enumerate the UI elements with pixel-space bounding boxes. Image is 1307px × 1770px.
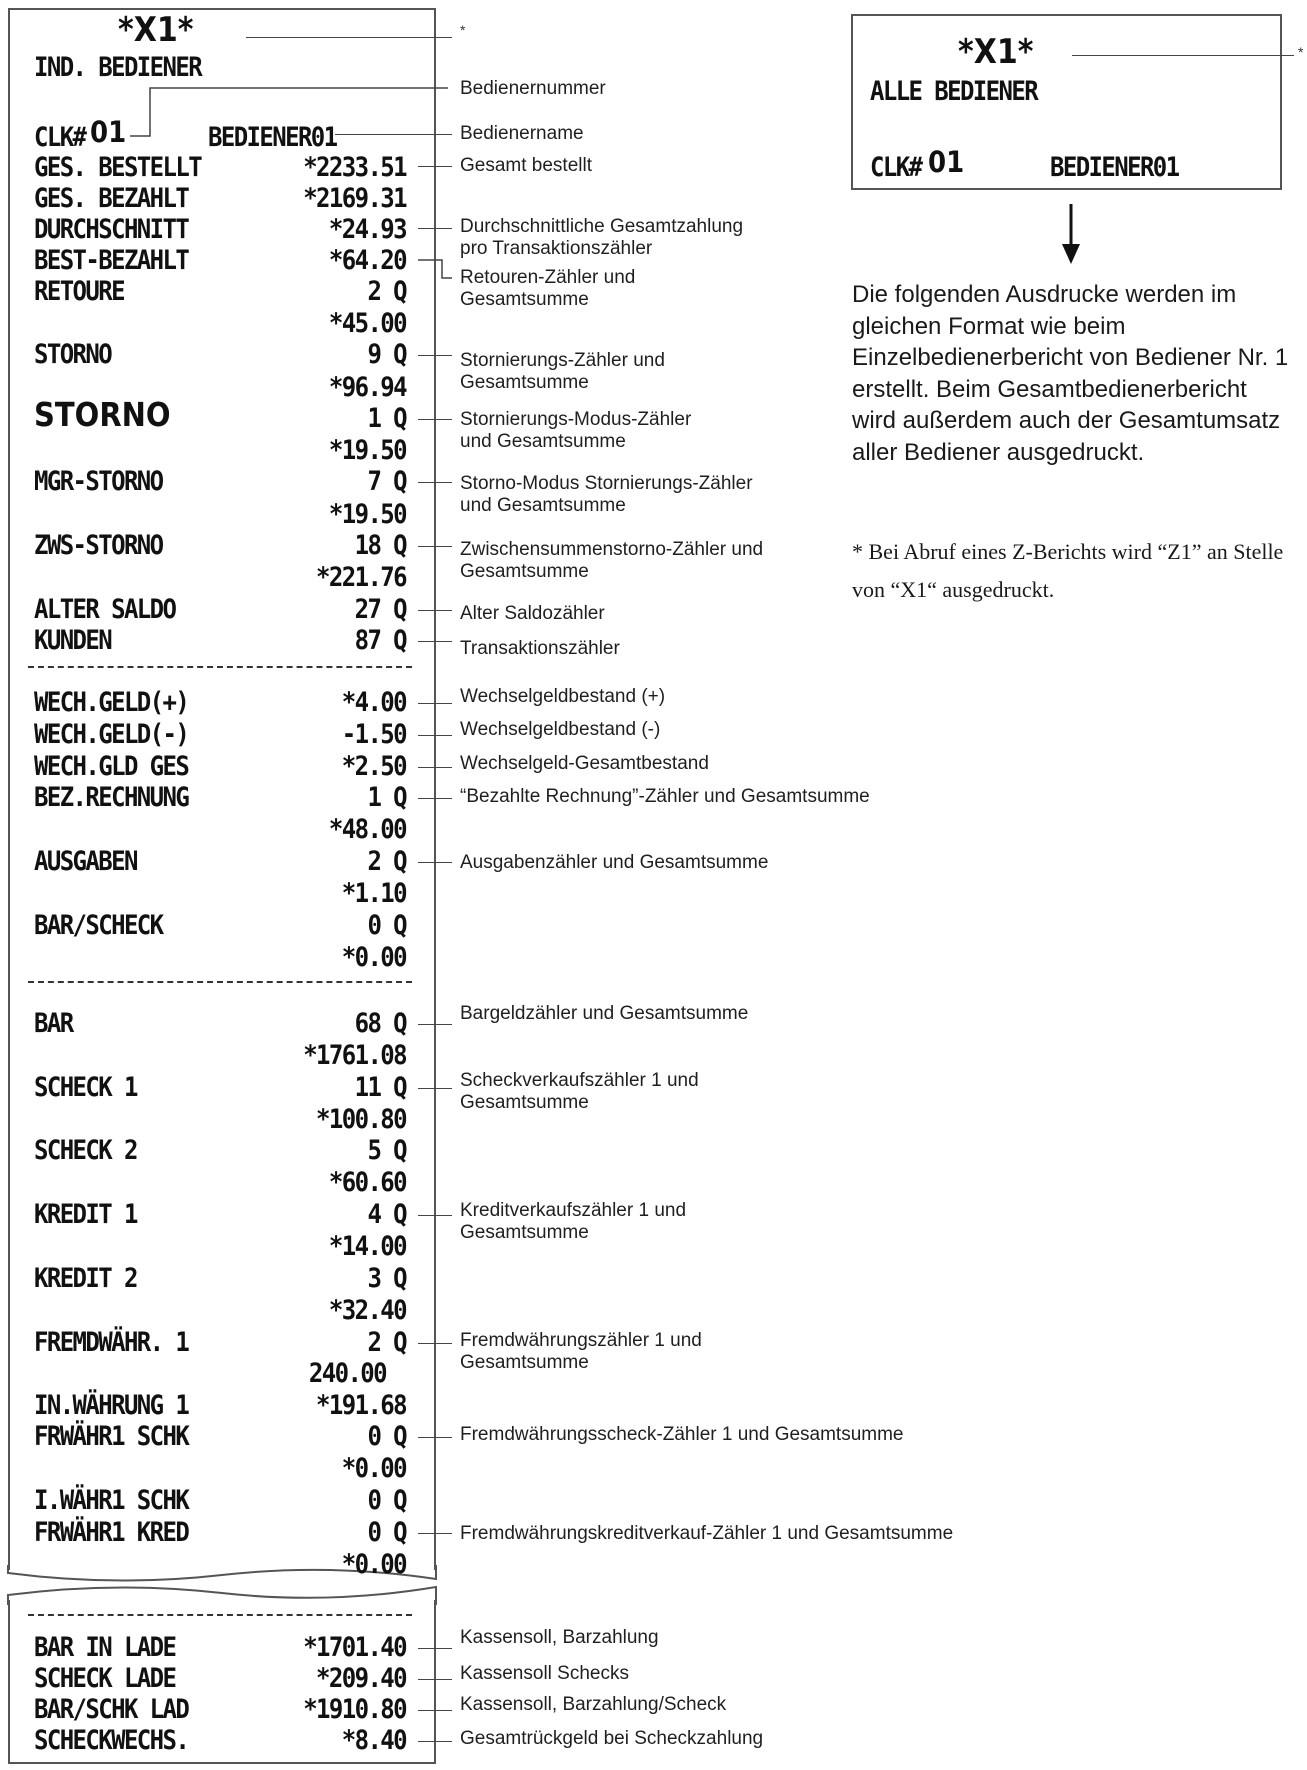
row-value: *32.40 — [328, 1294, 406, 1326]
row-value: *2.50 — [341, 750, 406, 782]
row-value: *100.80 — [316, 1103, 406, 1135]
row-label: ZWS-STORNO — [34, 529, 163, 561]
annotation: Retouren-Zähler und Gesamtsumme — [460, 267, 636, 310]
row-label: BAR — [34, 1007, 73, 1039]
annotation: Fremdwährungszähler 1 und Gesamtsumme — [460, 1330, 702, 1373]
row-value: 1 Q — [367, 402, 406, 434]
row-value: 5 Q — [367, 1134, 406, 1166]
leader-operator-number — [130, 86, 450, 146]
row-value: 0 Q — [367, 1516, 406, 1548]
annotation: Wechselgeldbestand (+) — [460, 686, 666, 707]
annotation: Kassensoll, Barzahlung/Scheck — [460, 1694, 727, 1715]
row-label: BEST-BEZAHLT — [34, 244, 189, 276]
row-value: *2169.31 — [303, 182, 406, 214]
row-value: *0.00 — [341, 1548, 406, 1580]
leader-line — [1072, 55, 1294, 56]
row-value: *1761.08 — [303, 1039, 406, 1071]
all-clk-name: BEDIENER01 — [1050, 151, 1179, 183]
annotation: Storno-Modus Stornierungs-Zähler und Gesamtsumme — [460, 473, 753, 516]
row-label: SCHECK 1 — [34, 1071, 137, 1103]
footnote-text: * Bei Abruf eines Z-Berichts wird “Z1” an Stelle von “X1“ ausgedruckt. — [852, 539, 1284, 602]
leader-line — [418, 1088, 452, 1089]
leader-line — [418, 1343, 452, 1344]
annotation: Ausgabenzähler und Gesamtsumme — [460, 852, 769, 873]
row-label: BEZ.RECHNUNG — [34, 781, 189, 813]
annotation: Transaktionszähler — [460, 638, 620, 659]
row-value: *191.68 — [316, 1389, 406, 1421]
leader-line — [418, 1710, 452, 1711]
leader-line — [418, 355, 452, 356]
leader-line — [418, 862, 452, 863]
row-label: MGR-STORNO — [34, 465, 163, 497]
row-label: KUNDEN — [34, 624, 112, 656]
annotation: Stornierungs-Zähler und Gesamtsumme — [460, 350, 665, 393]
annotation: Stornierungs-Modus-Zähler und Gesamtsumme — [460, 409, 692, 452]
leader-line — [418, 419, 452, 420]
annotation: Zwischensummenstorno-Zähler und Gesamtsumme — [460, 539, 764, 582]
row-value: 0 Q — [367, 909, 406, 941]
row-label: FRWÄHR1 SCHK — [34, 1420, 189, 1452]
leader-line — [418, 1741, 452, 1742]
row-value: 2 Q — [367, 845, 406, 877]
annotation: Gesamt bestellt — [460, 155, 592, 176]
clk-name: BEDIENER01 — [208, 121, 337, 153]
row-value: 2 Q — [367, 1326, 406, 1358]
row-label: DURCHSCHNITT — [34, 213, 189, 245]
row-value: 240.00 — [308, 1357, 386, 1389]
row-label: FRWÄHR1 KRED — [34, 1516, 189, 1548]
row-value: *4.00 — [341, 686, 406, 718]
row-value: *64.20 — [328, 244, 406, 276]
leader-return — [418, 258, 458, 282]
annotation: Kassensoll, Barzahlung — [460, 1627, 659, 1648]
receipt-separator — [28, 1614, 412, 1616]
footnote-star: * — [1298, 44, 1304, 60]
leader-line — [246, 37, 452, 38]
row-value: 18 Q — [354, 529, 406, 561]
annotation: Fremdwährungsscheck-Zähler 1 und Gesamtsumme — [460, 1424, 904, 1445]
row-label: KREDIT 1 — [34, 1198, 137, 1230]
row-value: 1 Q — [367, 781, 406, 813]
row-label: GES. BESTELLT — [34, 151, 202, 183]
row-label: SCHECK 2 — [34, 1134, 137, 1166]
annotation: Scheckverkaufszähler 1 und Gesamtsumme — [460, 1070, 699, 1113]
bottom-row-value: *1701.40 — [303, 1631, 406, 1663]
row-value: 3 Q — [367, 1262, 406, 1294]
leader-line — [418, 228, 452, 229]
row-value: *0.00 — [341, 1452, 406, 1484]
row-label: STORNO — [34, 338, 112, 370]
row-label: I.WÄHR1 SCHK — [34, 1484, 189, 1516]
leader-line — [418, 1024, 452, 1025]
leader-line — [418, 482, 452, 483]
row-label: WECH.GELD(+) — [34, 686, 189, 718]
annotation: Kreditverkaufszähler 1 und Gesamtsumme — [460, 1200, 687, 1243]
row-label: IN.WÄHRUNG 1 — [34, 1389, 189, 1421]
row-value: 68 Q — [354, 1007, 406, 1039]
annotation: Wechselgeld-Gesamtbestand — [460, 753, 709, 774]
leader-line — [418, 703, 452, 704]
annotation: Kassensoll Schecks — [460, 1663, 629, 1684]
row-label-storno-mode: STORNO — [34, 395, 171, 435]
row-label: ALTER SALDO — [34, 593, 176, 625]
bottom-row-label: BAR IN LADE — [34, 1631, 176, 1663]
annotation: Bedienernummer — [460, 78, 606, 99]
all-clk-number: 01 — [928, 146, 965, 180]
bottom-row-label: BAR/SCHK LAD — [34, 1693, 189, 1725]
row-value: 0 Q — [367, 1484, 406, 1516]
annotation: Alter Saldozähler — [460, 603, 605, 624]
row-value: *96.94 — [328, 371, 406, 403]
bottom-row-label: SCHECK LADE — [34, 1662, 176, 1694]
row-label: RETOURE — [34, 275, 124, 307]
leader-line — [418, 767, 452, 768]
row-label: WECH.GELD(-) — [34, 718, 189, 750]
row-value: 7 Q — [367, 465, 406, 497]
row-value: *19.50 — [328, 498, 406, 530]
receipt-separator — [28, 666, 412, 668]
row-value: *19.50 — [328, 434, 406, 466]
annotation: Gesamtrückgeld bei Scheckzahlung — [460, 1728, 764, 1749]
leader-line — [335, 134, 452, 135]
row-value: *48.00 — [328, 813, 406, 845]
arrow-down-icon — [1061, 204, 1081, 266]
receipt-separator — [28, 981, 412, 983]
row-value: 87 Q — [354, 624, 406, 656]
row-label: WECH.GLD GES — [34, 750, 189, 782]
description-text: Die folgenden Ausdrucke werden im gleichen Format wie beim Einzelbedienerbericht von Bediener Nr. 1 erstellt. Beim Gesamtbedienerbericht wird außerdem auch der Gesamtumsatz aller Bediener ausgedruckt. — [852, 281, 1289, 466]
all-receipt-title: ALLE BEDIENER — [870, 75, 1038, 107]
leader-line — [418, 735, 452, 736]
leader-line — [418, 610, 452, 611]
annotation: Fremdwährungskreditverkauf-Zähler 1 und Gesamtsumme — [460, 1523, 954, 1544]
row-value: 27 Q — [354, 593, 406, 625]
leader-line — [418, 1215, 452, 1216]
row-value: *1.10 — [341, 877, 406, 909]
bottom-row-label: SCHECKWECHS. — [34, 1724, 189, 1756]
leader-line — [418, 1533, 452, 1534]
row-value: 2 Q — [367, 275, 406, 307]
row-value: 11 Q — [354, 1071, 406, 1103]
row-value: *14.00 — [328, 1230, 406, 1262]
bottom-row-value: *8.40 — [341, 1724, 406, 1756]
annotation: Bargeldzähler und Gesamtsumme — [460, 1003, 749, 1024]
row-label: FREMDWÄHR. 1 — [34, 1326, 189, 1358]
leader-line — [418, 798, 452, 799]
annotation: Wechselgeldbestand (-) — [460, 719, 661, 740]
leader-line — [418, 1679, 452, 1680]
row-value: 9 Q — [367, 338, 406, 370]
leader-line — [418, 1437, 452, 1438]
row-label: BAR/SCHECK — [34, 909, 163, 941]
bottom-row-value: *209.40 — [316, 1662, 406, 1694]
row-value: *221.76 — [316, 561, 406, 593]
annotation: “Bezahlte Rechnung”-Zähler und Gesamtsumme — [460, 786, 870, 807]
row-value: *60.60 — [328, 1166, 406, 1198]
row-label: KREDIT 2 — [34, 1262, 137, 1294]
clk-label: CLK# — [34, 121, 86, 153]
row-value: 0 Q — [367, 1420, 406, 1452]
all-receipt-header-mark: *X1* — [958, 32, 1034, 73]
row-value: *45.00 — [328, 307, 406, 339]
all-clk-label: CLK# — [870, 151, 922, 183]
leader-line — [418, 1648, 452, 1649]
receipt-header-mark: *X1* — [118, 10, 194, 51]
annotation: Bedienername — [460, 123, 584, 144]
leader-line — [418, 166, 452, 167]
leader-line — [418, 641, 452, 642]
row-value: *24.93 — [328, 213, 406, 245]
row-label: AUSGABEN — [34, 845, 137, 877]
annotation: Durchschnittliche Gesamtzahlung pro Transaktionszähler — [460, 216, 744, 259]
row-label: GES. BEZAHLT — [34, 182, 189, 214]
clk-number: 01 — [90, 116, 127, 150]
row-value: -1.50 — [341, 718, 406, 750]
bottom-row-value: *1910.80 — [303, 1693, 406, 1725]
row-value: 4 Q — [367, 1198, 406, 1230]
leader-line — [418, 546, 452, 547]
footnote-star: * — [460, 22, 466, 38]
row-value: *2233.51 — [303, 151, 406, 183]
row-value: *0.00 — [341, 941, 406, 973]
receipt-title: IND. BEDIENER — [34, 51, 202, 83]
